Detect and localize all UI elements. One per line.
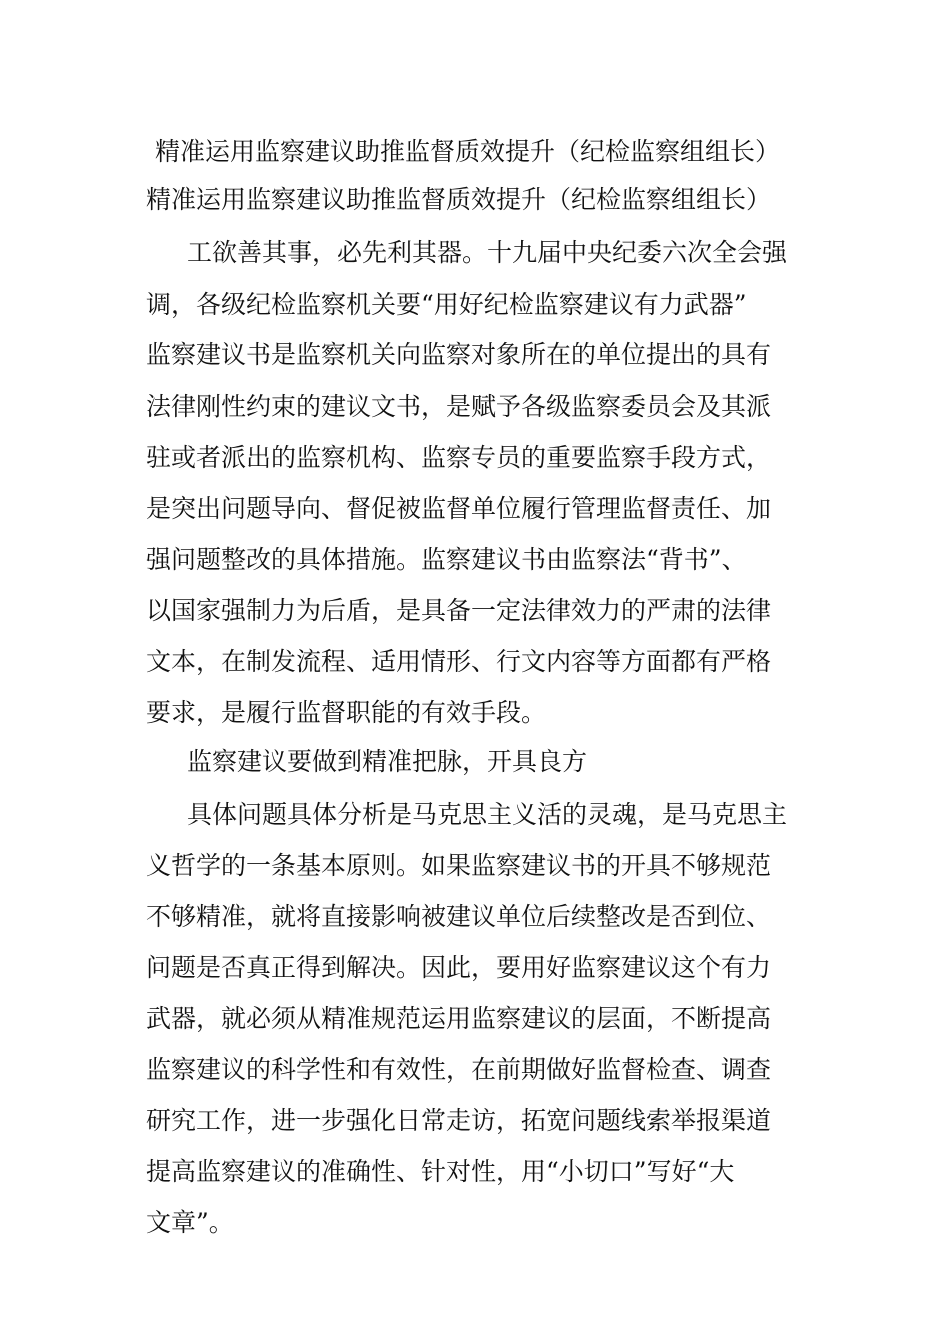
document-title: 精准运用监察建议助推监督质效提升（纪检监察组组长） <box>155 137 781 166</box>
paragraph-1-line-6: 是突出问题导向、督促被监督单位履行管理监督责任、加 <box>146 494 772 523</box>
paragraph-2-line-9: 文章”。 <box>146 1208 234 1237</box>
paragraph-1-line-10: 要求，是履行监督职能的有效手段。 <box>146 698 547 727</box>
paragraph-1-line-9: 文本，在制发流程、适用情形、行文内容等方面都有严格 <box>146 647 772 676</box>
paragraph-2-line-4: 问题是否真正得到解决。因此，要用好监察建议这个有力 <box>146 953 772 982</box>
paragraph-1-line-8: 以国家强制力为后盾，是具备一定法律效力的严肃的法律 <box>146 596 772 625</box>
paragraph-1-line-3: 监察建议书是监察机关向监察对象所在的单位提出的具有 <box>146 340 772 369</box>
paragraph-2-line-1: 具体问题具体分析是马克思主义活的灵魂，是马克思主 <box>187 800 788 829</box>
paragraph-1-line-4: 法律刚性约束的建议文书，是赋予各级监察委员会及其派 <box>146 392 772 421</box>
paragraph-1-line-5: 驻或者派出的监察机构、监察专员的重要监察手段方式， <box>146 443 772 472</box>
section-heading: 监察建议要做到精准把脉，开具良方 <box>187 747 588 776</box>
document-subtitle: 精准运用监察建议助推监督质效提升（纪检监察组组长） <box>146 185 772 214</box>
paragraph-2-line-8: 提高监察建议的准确性、针对性，用“小切口”写好“大 <box>146 1157 735 1186</box>
paragraph-2-line-5: 武器，就必须从精准规范运用监察建议的层面，不断提高 <box>146 1004 772 1033</box>
paragraph-1-line-2: 调，各级纪检监察机关要“用好纪检监察建议有力武器” <box>146 290 747 319</box>
paragraph-2-line-2: 义哲学的一条基本原则。如果监察建议书的开具不够规范 <box>146 851 772 880</box>
paragraph-2-line-6: 监察建议的科学性和有效性，在前期做好监督检查、调查 <box>146 1055 772 1084</box>
paragraph-2-line-7: 研究工作，进一步强化日常走访，拓宽问题线索举报渠道 <box>146 1106 772 1135</box>
paragraph-1-line-1: 工欲善其事，必先利其器。十九届中央纪委六次全会强 <box>187 238 788 267</box>
paragraph-2-line-3: 不够精准，就将直接影响被建议单位后续整改是否到位、 <box>146 902 772 931</box>
paragraph-1-line-7: 强问题整改的具体措施。监察建议书由监察法“背书”、 <box>146 545 747 574</box>
